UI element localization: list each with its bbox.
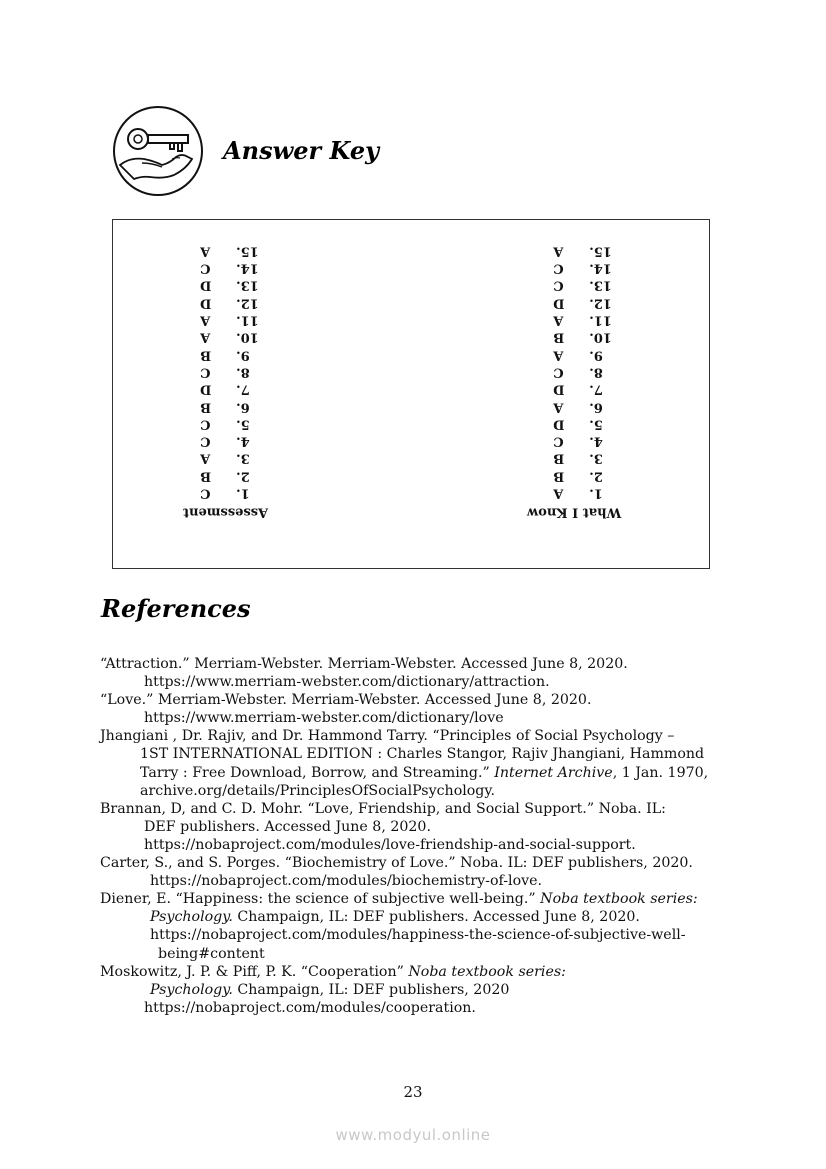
item-number: 9. xyxy=(589,347,603,363)
item-number: 13. xyxy=(589,277,612,293)
item-answer: A xyxy=(553,243,564,259)
reference-text xyxy=(100,963,740,981)
reference-text-part: Champaign, IL: DEF publishers. Accessed June 8, 2020. xyxy=(232,909,640,926)
answer-row xyxy=(527,346,621,363)
reference-source-title: Noba textbook series: xyxy=(540,891,698,908)
reference-text-part: , 1 Jan. 1970, xyxy=(612,764,709,781)
item-answer: C xyxy=(553,364,564,380)
item-number: 12. xyxy=(236,295,259,311)
item-number: 3. xyxy=(236,450,250,466)
reference-url: https://nobaproject.com/modules/biochemistry-of-love. xyxy=(150,873,543,890)
what-i-know-column xyxy=(527,242,621,521)
references-list xyxy=(100,655,740,1017)
answer-row xyxy=(183,328,268,345)
item-number: 4. xyxy=(236,433,250,449)
reference-text: Jhangiani , Dr. Rajiv, and Dr. Hammond Tarry. “Principles of Social Psychology – xyxy=(100,728,675,745)
key-in-hand-icon xyxy=(112,105,204,197)
reference-text-part: Tarry : Free Download, Borrow, and Streaming.” xyxy=(140,764,495,781)
reference-text-part: Diener, E. “Happiness: the science of subjective well-being.” xyxy=(100,891,541,908)
item-answer: A xyxy=(553,312,564,328)
item-answer: D xyxy=(553,416,565,432)
item-answer: C xyxy=(553,277,564,293)
item-number: 10. xyxy=(589,329,612,345)
item-number: 3. xyxy=(589,450,603,466)
answer-row xyxy=(527,467,621,484)
answer-row xyxy=(183,363,268,380)
item-number: 12. xyxy=(589,295,612,311)
item-answer: B xyxy=(200,398,212,414)
reference-attraction xyxy=(100,655,740,691)
answer-row xyxy=(183,259,268,276)
reference-brannan xyxy=(100,800,740,854)
reference-url: https://nobaproject.com/modules/happiness-the-science-of-subjective-well- xyxy=(150,927,686,944)
item-number: 8. xyxy=(589,364,603,380)
answer-key-title: Answer Key xyxy=(223,136,380,165)
page-number: 23 xyxy=(403,1083,423,1101)
item-number: 6. xyxy=(236,398,250,414)
reference-text xyxy=(100,908,740,926)
answer-row xyxy=(183,311,268,328)
reference-url: https://nobaproject.com/modules/cooperation. xyxy=(144,999,476,1016)
answer-row xyxy=(183,277,268,294)
reference-url: https://www.merriam-webster.com/dictionary/love xyxy=(144,710,504,727)
item-number: 4. xyxy=(589,433,603,449)
answer-row xyxy=(183,432,268,449)
item-answer: C xyxy=(200,260,211,276)
answer-row xyxy=(183,415,268,432)
item-number: 1. xyxy=(589,485,603,501)
answer-row xyxy=(527,415,621,432)
answer-key-box xyxy=(112,219,710,569)
answer-row xyxy=(527,432,621,449)
item-number: 7. xyxy=(589,381,603,397)
item-answer: C xyxy=(200,485,211,501)
item-answer: D xyxy=(200,277,212,293)
item-answer: D xyxy=(200,381,212,397)
answer-row xyxy=(183,380,268,397)
item-answer: A xyxy=(200,312,211,328)
item-number: 7. xyxy=(236,381,250,397)
item-number: 11. xyxy=(236,312,259,328)
answer-row xyxy=(527,328,621,345)
reference-text: 1ST INTERNATIONAL EDITION : Charles Stangor, Rajiv Jhangiani, Hammond xyxy=(140,746,705,763)
answer-row xyxy=(183,484,268,501)
reference-text-part: Moskowitz, J. P. & Piff, P. K. “Cooperation” xyxy=(100,963,409,980)
reference-url: https://nobaproject.com/modules/love-friendship-and-social-support. xyxy=(144,836,636,853)
reference-jhangiani xyxy=(100,727,740,799)
reference-source-title: Psychology. xyxy=(150,981,233,998)
watermark: www.modyul.online xyxy=(335,1126,491,1144)
item-number: 9. xyxy=(236,347,250,363)
answer-row xyxy=(183,294,268,311)
item-answer: A xyxy=(553,398,564,414)
reference-source-title: Noba textbook series: xyxy=(408,963,566,980)
answer-row xyxy=(527,398,621,415)
item-answer: C xyxy=(200,416,211,432)
reference-url: https://www.merriam-webster.com/dictionary/attraction. xyxy=(144,674,550,691)
item-number: 1. xyxy=(236,485,250,501)
reference-carter xyxy=(100,854,740,890)
reference-url: archive.org/details/PrinciplesOfSocialPsychology. xyxy=(140,782,496,799)
item-answer: B xyxy=(553,329,565,345)
item-answer: D xyxy=(200,295,212,311)
answer-row xyxy=(183,398,268,415)
reference-text: “Love.” Merriam-Webster. Merriam-Webster. Accessed June 8, 2020. xyxy=(100,692,592,709)
reference-text: Carter, S., and S. Porges. “Biochemistry of Love.” Noba. IL: DEF publishers, 2020. xyxy=(100,855,693,872)
reference-text-part: Champaign, IL: DEF publishers, 2020 xyxy=(232,981,510,998)
item-answer: A xyxy=(553,347,564,363)
item-number: 8. xyxy=(236,364,250,380)
answer-row xyxy=(183,242,268,259)
item-number: 6. xyxy=(589,398,603,414)
reference-text xyxy=(100,981,740,999)
item-answer: D xyxy=(553,295,565,311)
item-number: 5. xyxy=(236,416,250,432)
reference-source-title: Internet Archive xyxy=(494,764,613,781)
item-number: 11. xyxy=(589,312,612,328)
item-answer: D xyxy=(553,381,565,397)
reference-text: “Attraction.” Merriam-Webster. Merriam-Webster. Accessed June 8, 2020. xyxy=(100,656,628,672)
answer-row xyxy=(527,380,621,397)
item-answer: A xyxy=(200,243,211,259)
item-answer: A xyxy=(553,485,564,501)
answer-row xyxy=(183,467,268,484)
reference-moskowitz xyxy=(100,963,740,1017)
item-number: 15. xyxy=(236,243,259,259)
item-answer: C xyxy=(200,364,211,380)
assessment-heading: Assessment xyxy=(183,504,269,520)
reference-text xyxy=(100,890,740,908)
answer-row xyxy=(527,242,621,259)
answer-row xyxy=(527,450,621,467)
item-number: 2. xyxy=(589,468,603,484)
reference-text: DEF publishers. Accessed June 8, 2020. xyxy=(144,818,431,835)
item-number: 14. xyxy=(589,260,612,276)
item-answer: B xyxy=(200,347,212,363)
reference-source-title: Psychology. xyxy=(150,909,233,926)
item-number: 15. xyxy=(589,243,612,259)
answer-row xyxy=(527,259,621,276)
item-answer: B xyxy=(553,450,565,466)
item-answer: C xyxy=(553,433,564,449)
answer-row xyxy=(183,450,268,467)
item-number: 5. xyxy=(589,416,603,432)
answer-row xyxy=(527,294,621,311)
item-answer: B xyxy=(553,468,565,484)
answer-row xyxy=(527,363,621,380)
item-number: 10. xyxy=(236,329,259,345)
references-title: References xyxy=(101,594,251,623)
answer-row xyxy=(527,277,621,294)
what-i-know-heading: What I Know xyxy=(527,504,622,520)
answer-row xyxy=(527,311,621,328)
item-number: 14. xyxy=(236,260,259,276)
answer-row xyxy=(183,346,268,363)
reference-url: being#content xyxy=(158,945,265,962)
assessment-column xyxy=(183,242,268,521)
item-answer: C xyxy=(200,433,211,449)
reference-diener xyxy=(100,890,740,962)
item-number: 13. xyxy=(236,277,259,293)
item-answer: C xyxy=(553,260,564,276)
item-answer: B xyxy=(200,468,212,484)
reference-text xyxy=(100,764,740,782)
item-number: 2. xyxy=(236,468,250,484)
item-answer: A xyxy=(200,329,211,345)
reference-love xyxy=(100,691,740,727)
item-answer: A xyxy=(200,450,211,466)
reference-text: Brannan, D, and C. D. Mohr. “Love, Friendship, and Social Support.” Noba. IL: xyxy=(100,800,666,817)
answer-row xyxy=(527,484,621,501)
